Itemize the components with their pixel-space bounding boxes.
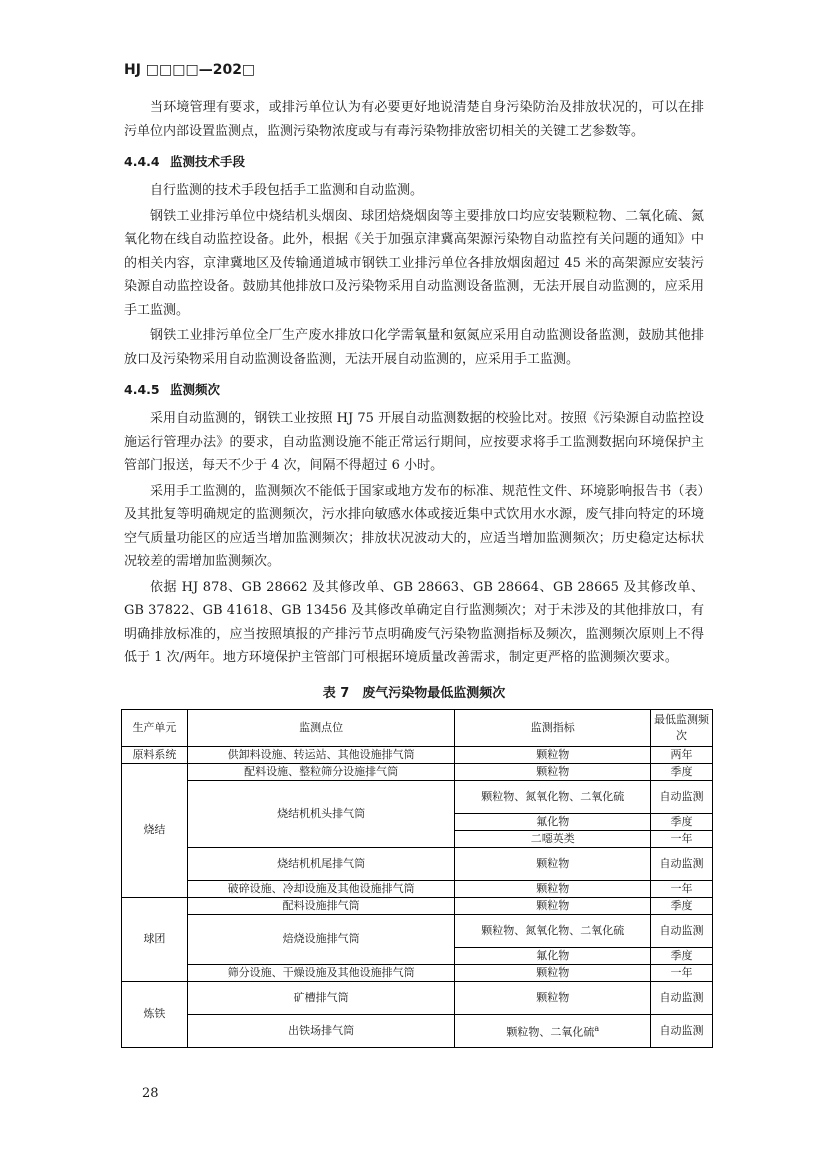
section-heading-4-4-4 [124,152,704,170]
header-point: 监测点位 [187,709,455,746]
cell-unit: 球团 [122,897,188,981]
table-caption: 表 7 废气污染物最低监测频次 [322,685,506,701]
paragraph: 钢铁工业排污单位中烧结机头烟囱、球团焙烧烟囱等主要排放口均应安装颗粒物、二氧化硫、氮氧化物在线自动监控设备。此外，根据《关于加强京津冀高架源污染物自动监控有关问题的通知》中的相关内容，京津冀地区及传输通道城市钢铁工业排污单位各排放烟囱超过 45 米的高架源应安装污染源自动监控设备。鼓励其他排放口及污染物采用自动监测设备监测，无法开展自动监测的，应采用手工监测。 [124,208,704,318]
cell-index: 颗粒物、氮氧化物、二氧化硫 [455,914,651,947]
page-content [124,96,710,1048]
table-row [122,746,713,763]
cell-unit: 烧结 [122,763,188,897]
cell-freq: 季度 [651,897,713,914]
table-row [122,847,713,880]
cell-freq: 季度 [651,763,713,780]
cell-index: 氟化物 [455,947,651,964]
section-number: 4.4.4 [124,154,160,169]
table-row [122,897,713,914]
table-row [122,914,713,947]
paragraph: 当环境管理有要求，或排污单位认为有必要更好地说清楚自身污染防治及排放状况的，可以在排污单位内部设置监测点，监测污染物浓度或与有毒污染物排放密切相关的关键工艺参数等。 [124,100,704,139]
cell-unit: 原料系统 [122,746,188,763]
cell-index: 氟化物 [455,813,651,830]
table-header-row [122,709,713,746]
paragraph: 钢铁工业排污单位全厂生产废水排放口化学需氧量和氨氮应采用自动监测设备监测，鼓励其他排放口及污染物采用自动监测设备监测，无法开展自动监测的，应采用手工监测。 [124,328,704,367]
cell-freq: 自动监测 [651,981,713,1014]
cell-point: 烧结机机尾排气筒 [187,847,455,880]
cell-index [455,1014,651,1047]
cell-index: 颗粒物 [455,763,651,780]
table-row [122,763,713,780]
header-unit: 生产单元 [122,709,188,746]
cell-freq: 自动监测 [651,847,713,880]
paragraph: 采用自动监测的，钢铁工业按照 HJ 75 开展自动监测数据的校验比对。按照《污染源自动监控设施运行管理办法》的要求，自动监测设施不能正常运行期间，应按要求将手工监测数据向环境保护主管部门报送，每天不少于 4 次，间隔不得超过 6 小时。 [124,411,704,473]
cell-index: 颗粒物 [455,847,651,880]
cell-point: 配料设施、整粒筛分设施排气筒 [187,763,455,780]
cell-point: 供卸料设施、转运站、其他设施排气筒 [187,746,455,763]
cell-freq: 一年 [651,880,713,897]
page-number: 28 [142,1086,159,1101]
document-header: HJ □□□□—202□ [124,62,256,78]
section-heading-4-4-5 [124,380,704,398]
cell-index: 颗粒物 [455,880,651,897]
cell-freq: 自动监测 [651,1014,713,1047]
cell-freq: 一年 [651,964,713,981]
cell-freq: 自动监测 [651,914,713,947]
cell-index: 颗粒物 [455,746,651,763]
cell-index: 颗粒物 [455,981,651,1014]
table-row [122,981,713,1014]
table-row [122,780,713,813]
cell-point: 焙烧设施排气筒 [187,914,455,964]
section-number: 4.4.5 [124,382,160,397]
cell-point: 破碎设施、冷却设施及其他设施排气筒 [187,880,455,897]
cell-freq: 季度 [651,947,713,964]
table-row [122,964,713,981]
cell-index: 颗粒物 [455,964,651,981]
emission-monitoring-table [121,709,713,1048]
section-title: 监测频次 [170,382,221,397]
cell-index: 颗粒物、氮氧化物、二氧化硫 [455,780,651,813]
paragraph: 自行监测的技术手段包括手工监测和自动监测。 [150,183,424,198]
cell-point: 配料设施排气筒 [187,897,455,914]
cell-index: 颗粒物 [455,897,651,914]
cell-point: 筛分设施、干燥设施及其他设施排气筒 [187,964,455,981]
cell-freq: 两年 [651,746,713,763]
cell-index: 二噁英类 [455,830,651,847]
cell-freq: 季度 [651,813,713,830]
header-freq: 最低监测频次 [651,709,713,746]
cell-freq: 一年 [651,830,713,847]
table-row [122,880,713,897]
cell-point: 出铁场排气筒 [187,1014,455,1047]
paragraph: 采用手工监测的，监测频次不能低于国家或地方发布的标准、规范性文件、环境影响报告书（表）及其批复等明确规定的监测频次，污水排向敏感水体或接近集中式饮用水水源，废气排向特定的环境空气质量功能区的应适当增加监测频次；排放状况波动大的，应适当增加监测频次；历史稳定达标状况较差的需增加监测频次。 [124,483,704,569]
cell-point: 烧结机机头排气筒 [187,780,455,847]
table-row [122,1014,713,1047]
cell-index-text: 颗粒物、二氧化硫 [506,1025,595,1039]
cell-point: 矿槽排气筒 [187,981,455,1014]
paragraph: 依据 HJ 878、GB 28662 及其修改单、GB 28663、GB 28664、GB 28665 及其修改单、GB 37822、GB 41618、GB 13456 及其修改单确定自行监测频次；对于未涉及的其他排放口，有明确排放标准的，应当按照填报的产排污节点明确废气污染物监测指标及频次，监测频次原则上不得低于 1 次/两年。地方环境保护主管部门可根据环境质量改善需求，制定更严格的监测频次要求。 [124,579,704,665]
cell-freq: 自动监测 [651,780,713,813]
header-index: 监测指标 [455,709,651,746]
footnote-marker: a [594,1023,600,1033]
cell-unit: 炼铁 [122,981,188,1047]
section-title: 监测技术手段 [170,154,246,169]
